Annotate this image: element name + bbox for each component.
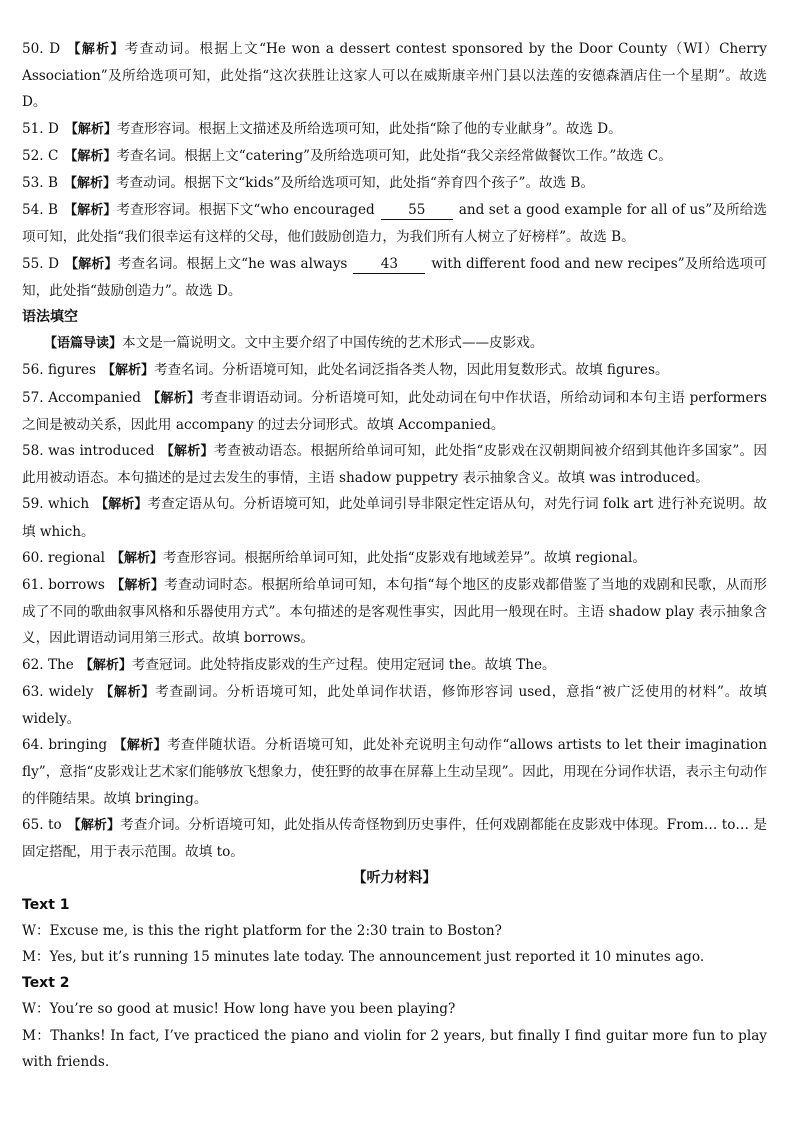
answer-item-65: 65. to 【解析】考查介词。分析语境可知，此处指从传奇怪物到历史事件，任何戏剧都能在皮影戏中体现。From… to… 是固定搭配，用于表示范围。故填 to。 <box>22 816 767 861</box>
answer-item-55: 55. D 【解析】考查名词。根据上文“he was always 43 with different food and new recipes”及所给选项可知，此处指“鼓励创造力”。故选 D。 <box>22 255 767 299</box>
answer-item-50: 50. D 【解析】考查动词。根据上文“He won a dessert contest sponsored by the Door County（WI）Cherry Association”及所给选项可知，此处指“这次获胜让这家人可以在威斯康辛州门县以法莲的安德森酒店住一个星期”。故选 D。 <box>22 41 767 111</box>
fill-blank: 55 <box>381 201 453 220</box>
speaker-label: W： <box>22 1001 50 1018</box>
answer-item-58: 58. was introduced 【解析】考查被动语态。根据所给单词可知，此处指“皮影戏在汉朝期间被介绍到其他许多国家”。因此用被动语态。本句描述的是过去发生的事情，主语 shadow puppetry 表示抽象含义。故填 was introduced。 <box>22 443 767 487</box>
answer-item-54: 54. B 【解析】考查形容词。根据下文“who encouraged 55 and set a good example for all of us”及所给选项可知，此处指“我们很幸运有这样的父母，他们鼓励创造力，为我们所有人树立了好榜样”。故选 B。 <box>22 202 767 246</box>
dialogue-line: W：You’re so good at music! How long have you been playing? <box>22 1001 456 1018</box>
answer-item-51: 51. D 【解析】考查形容词。根据上文描述及所给选项可知，此处指“除了他的专业献身”。故选 D。 <box>22 120 622 137</box>
dialogue-line: M：Yes, but it’s running 15 minutes late today. The announcement just reported it 10 minutes ago. <box>22 948 705 965</box>
answer-item-52: 52. C 【解析】考查名词。根据上文“catering”及所给选项可知，此处指“我父亲经常做餐饮工作。”故选 C。 <box>22 147 672 164</box>
answer-item-62: 62. The 【解析】考查冠词。此处特指皮影戏的生产过程。使用定冠词 the。故填 The。 <box>22 656 556 673</box>
text-2-title: Text 2 <box>22 975 70 992</box>
speaker-label: M： <box>22 1027 51 1044</box>
dialogue-line: W：Excuse me, is this the right platform for the 2:30 train to Boston? <box>22 922 502 939</box>
document-page <box>22 36 767 1075</box>
answer-item-63: 63. widely 【解析】考查副词。分析语境可知，此处单词作状语，修饰形容词 used，意指“被广泛使用的材料”。故填 widely。 <box>22 683 767 728</box>
answer-item-59: 59. which 【解析】考查定语从句。分析语境可知，此处单词引导非限定性定语从句，对先行词 folk art 进行补充说明。故填 which。 <box>22 496 767 540</box>
answer-item-53: 53. B 【解析】考查动词。根据下文“kids”及所给选项可知，此处指“养育四个孩子”。故选 B。 <box>22 175 595 192</box>
passage-guide: 【语篇导读】本文是一篇说明文。文中主要介绍了中国传统的艺术形式——皮影戏。 <box>44 335 544 352</box>
dialogue-line: M：Thanks! In fact, I’ve practiced the piano and violin for 2 years, but finally I find guitar more fun to play with friends. <box>22 1027 767 1070</box>
answer-item-60: 60. regional 【解析】考查形容词。根据所给单词可知，此处指“皮影戏有地域差异”。故填 regional。 <box>22 549 646 566</box>
answer-item-56: 56. figures 【解析】考查名词。分析语境可知，此处名词泛指各类人物，因此用复数形式。故填 figures。 <box>22 362 669 379</box>
fill-blank: 43 <box>353 255 425 274</box>
text-1-title: Text 1 <box>22 896 70 913</box>
speaker-label: M： <box>22 948 50 965</box>
answer-item-57: 57. Accompanied 【解析】考查非谓语动词。分析语境可知，此处动词在句中作状语，所给动词和本句主语 performers 之间是被动关系，因此用 accompany 的过去分词形式。故填 Accompanied。 <box>22 389 768 433</box>
speaker-label: W： <box>22 922 50 939</box>
answer-item-64: 64. bringing 【解析】考查伴随状语。分析语境可知，此处补充说明主句动作“allows artists to let their imagination fly”，意指“皮影戏让艺术家们能够放飞想象力，使狂野的故事在屏幕上生动呈现”。因此，用现在分词作状语，表示主句动作的伴随结果。故填 bringing。 <box>22 737 767 807</box>
section-title-listening: 【听力材料】 <box>352 870 437 887</box>
answer-item-61: 61. borrows 【解析】考查动词时态。根据所给单词可知，本句指“每个地区的皮影戏都借鉴了当地的戏剧和民歌，从而形成了不同的歌曲叙事风格和乐器使用方式”。本句描述的是客观性事实，因此用一般现在时。主语 shadow play 表示抽象含义，因此谓语动词用第三形式。故填 borrows。 <box>22 577 767 647</box>
section-title-grammar: 语法填空 <box>22 309 78 326</box>
